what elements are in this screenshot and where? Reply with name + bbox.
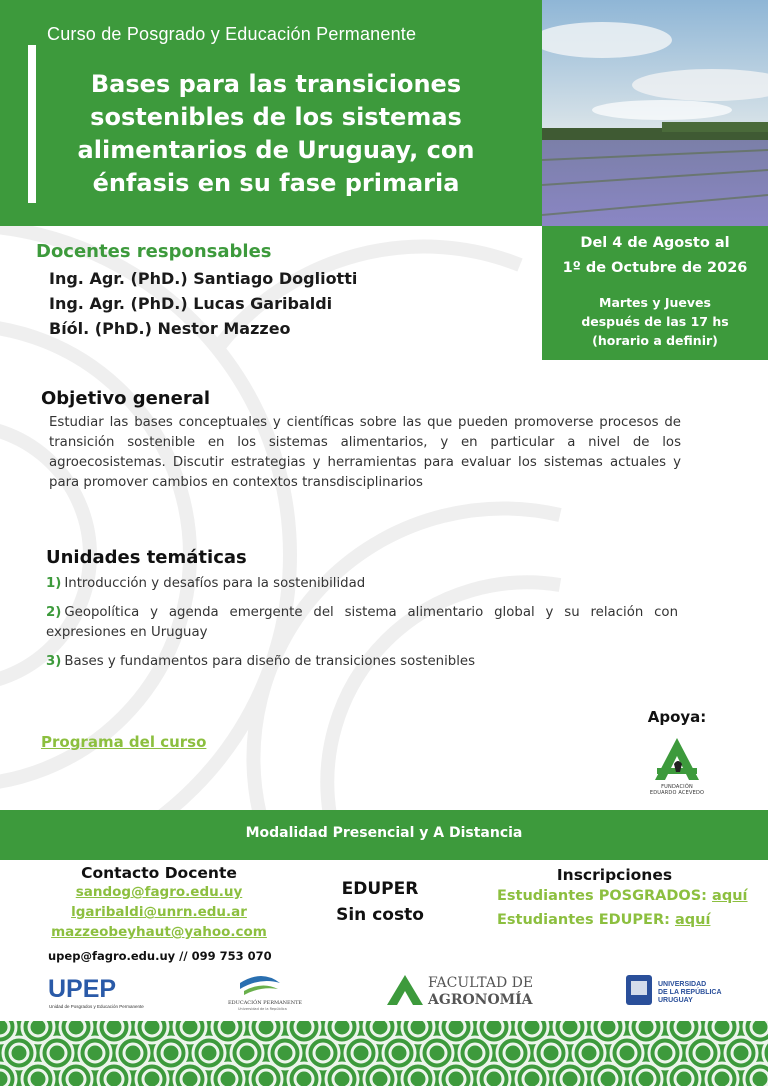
contact-phone: upep@fagro.edu.uy // 099 753 070 [48, 949, 272, 963]
inscripciones-section [497, 866, 757, 932]
eduper-cost: Sin costo [336, 905, 424, 925]
inscripcion-label: Estudiantes EDUPER: [497, 912, 670, 928]
institution-logos [0, 965, 768, 1020]
unidades-section [46, 547, 678, 681]
contacto-heading: Contacto Docente [81, 864, 237, 882]
udelar-logo-line1: UNIVERSIDAD [658, 981, 707, 988]
objetivo-text: Estudiar las bases conceptuales y científicas sobre las que pueden promoverse procesos de transición sostenible en los sistemas alimentarios, y en particular a nivel de los agroecosistemas. Discutir estrategias y herramientas para evaluar los sistemas actuales y para promover cambios en contextos transdisciplinarios [49, 415, 681, 490]
educacion-permanente-logo-icon [228, 976, 302, 1011]
inscripcion-posgrados [497, 885, 757, 908]
lavender-field-photo [542, 0, 768, 226]
course-title: Bases para las transiciones sostenibles de los sistemas alimentarios de Uruguay, con énfasis en su fase primaria [77, 70, 475, 197]
docentes-heading: Docentes responsables [36, 241, 272, 262]
objetivo-heading: Objetivo general [41, 388, 211, 409]
unidad-item [46, 652, 678, 672]
udelar-logo-line2: DE LA REPÚBLICA [658, 989, 722, 996]
upep-logo-icon [48, 975, 144, 1009]
course-dates-box [542, 226, 768, 360]
inscripcion-posgrados-link[interactable]: aquí [712, 888, 748, 904]
objetivo-section [41, 388, 681, 493]
unidad-item [46, 574, 678, 594]
unidad-number: 1) [46, 576, 62, 591]
edperm-logo-subtitle: Universidad de la República [238, 1007, 287, 1011]
facultad-agronomia-logo-icon [387, 975, 534, 1008]
udelar-logo-line3: URUGUAY [658, 997, 693, 1004]
email-link-mazzeo[interactable]: mazzeobeyhaut@yahoo.com [51, 924, 267, 940]
upep-logo-text: UPEP [48, 975, 117, 1003]
header-banner [0, 0, 542, 226]
edperm-logo-text: EDUCACIÓN PERMANENTE [228, 1000, 303, 1006]
upep-logo-subtitle: Unidad de Posgrados y Educación Permanente [49, 1004, 144, 1009]
schedule-line1: Martes y Jueves [599, 295, 711, 310]
header-accent-bar [28, 45, 36, 203]
schedule-line3: (horario a definir) [592, 333, 718, 348]
schedule-line2: después de las 17 hs [581, 314, 729, 329]
fagro-logo-line2: AGRONOMÍA [428, 992, 533, 1008]
inscripcion-label: Estudiantes POSGRADOS: [497, 888, 707, 904]
apoya-block [622, 708, 732, 796]
email-link-garibaldi[interactable]: lgaribaldi@unrn.edu.ar [71, 904, 247, 920]
inscripciones-heading: Inscripciones [556, 866, 673, 884]
date-range-line1: Del 4 de Agosto al [580, 235, 730, 251]
fundacion-line2: EDUARDO ACEVEDO [649, 790, 705, 796]
unidad-text: Geopolítica y agenda emergente del sistema alimentario global y su relación con expresiones en Uruguay [46, 605, 678, 640]
email-link-dogliotti[interactable]: sandog@fagro.edu.uy [75, 884, 243, 900]
date-range-line2: 1º de Octubre de 2026 [562, 260, 748, 276]
unidad-item [46, 603, 678, 643]
fundacion-line1: FUNDACIÓN [661, 784, 693, 790]
unidad-number: 3) [46, 654, 62, 669]
eduper-block [330, 876, 430, 928]
unidades-heading: Unidades temáticas [46, 547, 247, 568]
docente-item: Ing. Agr. (PhD.) Santiago Dogliotti [49, 269, 358, 288]
docentes-section [36, 241, 357, 341]
eduper-label: EDUPER [341, 879, 419, 899]
inscripcion-eduper-link[interactable]: aquí [674, 912, 711, 928]
header-kicker: Curso de Posgrado y Educación Permanente [47, 24, 417, 44]
unidad-text: Introducción y desafíos para la sostenibilidad [64, 576, 366, 591]
unidad-number: 2) [46, 605, 62, 620]
docente-item: Ing. Agr. (PhD.) Lucas Garibaldi [49, 294, 333, 313]
fundacion-acevedo-logo-icon [647, 734, 707, 784]
programa-link[interactable]: Programa del curso [41, 733, 207, 751]
udelar-logo-icon [626, 975, 722, 1005]
unidad-text: Bases y fundamentos para diseño de transiciones sostenibles [64, 654, 476, 669]
apoya-label: Apoya: [647, 708, 707, 726]
footer-pattern-decoration [0, 1021, 768, 1086]
docente-item: Bíól. (PhD.) Nestor Mazzeo [49, 319, 291, 338]
inscripcion-eduper [497, 909, 757, 932]
fagro-logo-line1: FACULTAD DE [428, 975, 534, 991]
modalidad-banner: Modalidad Presencial y A Distancia [0, 810, 768, 860]
contacto-section [46, 864, 272, 963]
